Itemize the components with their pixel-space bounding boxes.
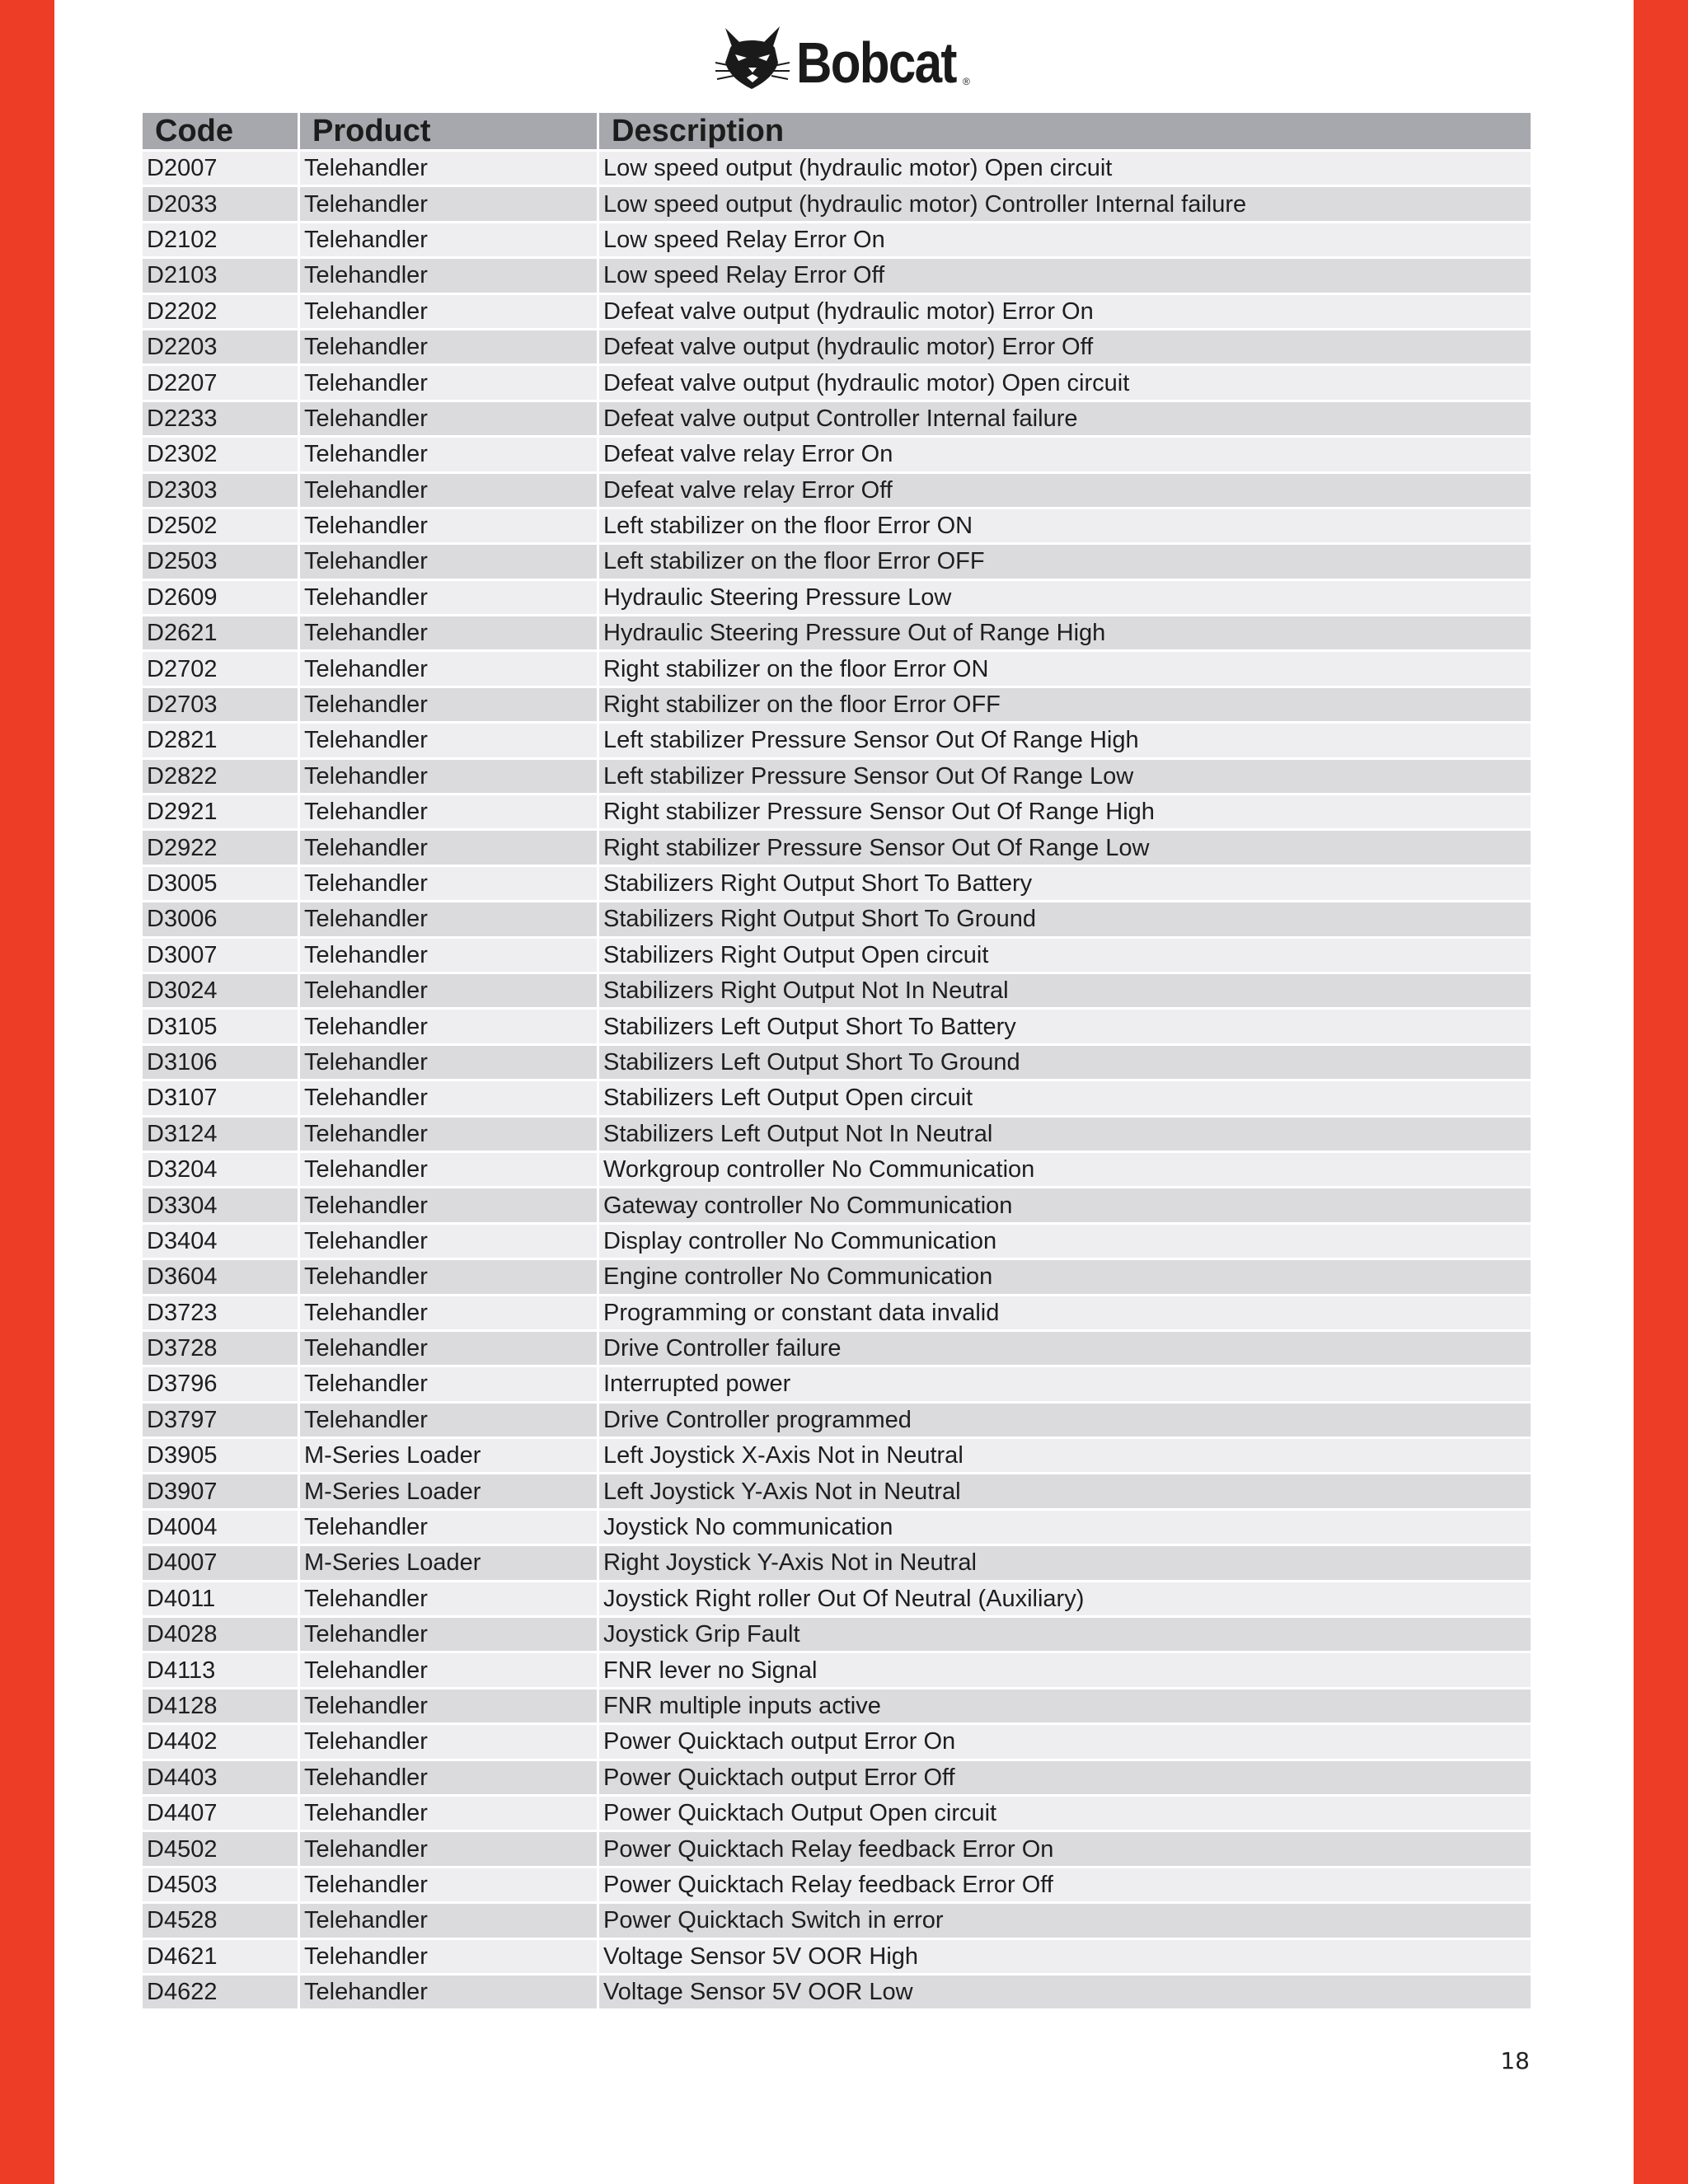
product-cell: Telehandler (300, 1153, 597, 1186)
product-cell: Telehandler (300, 1081, 597, 1114)
table-row (143, 1188, 1531, 1221)
code-cell: D3304 (143, 1188, 298, 1221)
code-cell: D2202 (143, 295, 298, 328)
table-row (143, 509, 1531, 542)
code-cell: D4004 (143, 1511, 298, 1544)
code-cell: D3723 (143, 1296, 298, 1329)
table-row (143, 1010, 1531, 1043)
product-cell: Telehandler (300, 1653, 597, 1686)
code-cell: D3006 (143, 902, 298, 935)
code-cell: D3005 (143, 867, 298, 900)
code-cell: D2102 (143, 223, 298, 256)
description-cell: Stabilizers Left Output Not In Neutral (599, 1118, 1531, 1151)
table-body (143, 152, 1531, 2008)
description-cell: Joystick Grip Fault (599, 1618, 1531, 1651)
product-cell: Telehandler (300, 616, 597, 649)
code-cell: D2702 (143, 652, 298, 685)
product-cell: Telehandler (300, 1975, 597, 2008)
table-row (143, 438, 1531, 471)
product-cell: Telehandler (300, 1225, 597, 1258)
table-row (143, 545, 1531, 578)
code-cell: D3124 (143, 1118, 298, 1151)
table-row (143, 1904, 1531, 1937)
code-cell: D3204 (143, 1153, 298, 1186)
product-cell: Telehandler (300, 1332, 597, 1365)
product-cell: Telehandler (300, 688, 597, 721)
code-cell: D3404 (143, 1225, 298, 1258)
table-row (143, 1439, 1531, 1472)
table-row (143, 330, 1531, 363)
description-cell: Hydraulic Steering Pressure Out of Range High (599, 616, 1531, 649)
table-row (143, 1332, 1531, 1365)
code-cell: D4621 (143, 1940, 298, 1973)
table-row (143, 688, 1531, 721)
code-cell: D2922 (143, 831, 298, 864)
code-cell: D4028 (143, 1618, 298, 1651)
code-cell: D4011 (143, 1582, 298, 1615)
description-cell: Left Joystick X-Axis Not in Neutral (599, 1439, 1531, 1472)
product-cell: Telehandler (300, 1046, 597, 1079)
product-cell: Telehandler (300, 1511, 597, 1544)
bobcat-logo (714, 20, 978, 96)
code-cell: D4622 (143, 1975, 298, 2008)
product-cell: Telehandler (300, 867, 597, 900)
product-cell: Telehandler (300, 223, 597, 256)
description-cell: Power Quicktach Switch in error (599, 1904, 1531, 1937)
product-cell: Telehandler (300, 974, 597, 1007)
product-cell: Telehandler (300, 1618, 597, 1651)
description-cell: Left stabilizer on the floor Error ON (599, 509, 1531, 542)
description-cell: Right stabilizer on the floor Error ON (599, 652, 1531, 685)
table-row (143, 831, 1531, 864)
description-cell: Left stabilizer on the floor Error OFF (599, 545, 1531, 578)
product-cell: Telehandler (300, 581, 597, 614)
product-cell: Telehandler (300, 1010, 597, 1043)
code-cell: D4128 (143, 1690, 298, 1722)
code-cell: D2621 (143, 616, 298, 649)
description-cell: Low speed Relay Error On (599, 223, 1531, 256)
product-cell: Telehandler (300, 1404, 597, 1436)
table-row (143, 939, 1531, 972)
description-cell: Power Quicktach Relay feedback Error On (599, 1832, 1531, 1865)
table-row (143, 187, 1531, 220)
product-cell: Telehandler (300, 1296, 597, 1329)
product-cell: Telehandler (300, 831, 597, 864)
description-cell: Stabilizers Left Output Short To Ground (599, 1046, 1531, 1079)
description-cell: Defeat valve relay Error Off (599, 474, 1531, 507)
description-cell: Workgroup controller No Communication (599, 1153, 1531, 1186)
product-cell: Telehandler (300, 1797, 597, 1830)
description-cell: FNR multiple inputs active (599, 1690, 1531, 1722)
code-cell: D3007 (143, 939, 298, 972)
description-cell: Right stabilizer Pressure Sensor Out Of Range High (599, 795, 1531, 828)
description-cell: Stabilizers Right Output Open circuit (599, 939, 1531, 972)
code-cell: D3106 (143, 1046, 298, 1079)
table-row (143, 366, 1531, 399)
code-cell: D2703 (143, 688, 298, 721)
product-cell: Telehandler (300, 1260, 597, 1293)
product-cell: Telehandler (300, 438, 597, 471)
description-cell: Defeat valve output (hydraulic motor) Error Off (599, 330, 1531, 363)
table-row (143, 1582, 1531, 1615)
table-row (143, 1725, 1531, 1758)
code-cell: D2822 (143, 760, 298, 793)
code-cell: D3604 (143, 1260, 298, 1293)
description-cell: Voltage Sensor 5V OOR High (599, 1940, 1531, 1973)
code-cell: D3107 (143, 1081, 298, 1114)
description-cell: Left stabilizer Pressure Sensor Out Of Range Low (599, 760, 1531, 793)
product-cell: M-Series Loader (300, 1439, 597, 1472)
code-cell: D4007 (143, 1546, 298, 1579)
code-cell: D4502 (143, 1832, 298, 1865)
description-cell: Low speed output (hydraulic motor) Controller Internal failure (599, 187, 1531, 220)
description-cell: Defeat valve relay Error On (599, 438, 1531, 471)
code-cell: D3728 (143, 1332, 298, 1365)
description-cell: Right Joystick Y-Axis Not in Neutral (599, 1546, 1531, 1579)
description-cell: Right stabilizer Pressure Sensor Out Of Range Low (599, 831, 1531, 864)
fault-code-table (140, 110, 1533, 2011)
description-cell: Left stabilizer Pressure Sensor Out Of Range High (599, 724, 1531, 757)
table-row (143, 1225, 1531, 1258)
code-cell: D2609 (143, 581, 298, 614)
table-row (143, 295, 1531, 328)
product-cell: Telehandler (300, 545, 597, 578)
table-row (143, 1153, 1531, 1186)
column-header-code: Code (143, 113, 298, 149)
description-cell: Voltage Sensor 5V OOR Low (599, 1975, 1531, 2008)
product-cell: Telehandler (300, 1940, 597, 1973)
code-cell: D3797 (143, 1404, 298, 1436)
product-cell: Telehandler (300, 402, 597, 435)
product-cell: Telehandler (300, 1904, 597, 1937)
table-row (143, 724, 1531, 757)
product-cell: Telehandler (300, 939, 597, 972)
product-cell: Telehandler (300, 652, 597, 685)
code-cell: D3907 (143, 1474, 298, 1507)
code-cell: D3024 (143, 974, 298, 1007)
description-cell: Left Joystick Y-Axis Not in Neutral (599, 1474, 1531, 1507)
description-cell: Stabilizers Left Output Open circuit (599, 1081, 1531, 1114)
code-cell: D2302 (143, 438, 298, 471)
table-row (143, 795, 1531, 828)
description-cell: Power Quicktach Output Open circuit (599, 1797, 1531, 1830)
product-cell: Telehandler (300, 1725, 597, 1758)
registered-mark: ® (963, 76, 970, 87)
code-cell: D2203 (143, 330, 298, 363)
description-cell: Display controller No Communication (599, 1225, 1531, 1258)
table-row (143, 867, 1531, 900)
description-cell: Drive Controller failure (599, 1332, 1531, 1365)
table-row (143, 259, 1531, 292)
right-red-side-bar (1634, 0, 1688, 2184)
description-cell: Defeat valve output (hydraulic motor) Error On (599, 295, 1531, 328)
table-row (143, 1474, 1531, 1507)
product-cell: Telehandler (300, 1367, 597, 1400)
table-row (143, 616, 1531, 649)
code-cell: D3105 (143, 1010, 298, 1043)
description-cell: Power Quicktach Relay feedback Error Off (599, 1868, 1531, 1901)
product-cell: Telehandler (300, 795, 597, 828)
product-cell: Telehandler (300, 474, 597, 507)
description-cell: Stabilizers Right Output Short To Battery (599, 867, 1531, 900)
table-row (143, 1511, 1531, 1544)
code-cell: D3796 (143, 1367, 298, 1400)
code-cell: D4528 (143, 1904, 298, 1937)
description-cell: Defeat valve output (hydraulic motor) Open circuit (599, 366, 1531, 399)
product-cell: Telehandler (300, 330, 597, 363)
code-cell: D4407 (143, 1797, 298, 1830)
description-cell: Defeat valve output Controller Internal failure (599, 402, 1531, 435)
description-cell: Gateway controller No Communication (599, 1188, 1531, 1221)
description-cell: Power Quicktach output Error On (599, 1725, 1531, 1758)
description-cell: Hydraulic Steering Pressure Low (599, 581, 1531, 614)
product-cell: Telehandler (300, 1582, 597, 1615)
product-cell: Telehandler (300, 295, 597, 328)
description-cell: Stabilizers Left Output Short To Battery (599, 1010, 1531, 1043)
table-row (143, 223, 1531, 256)
product-cell: Telehandler (300, 902, 597, 935)
code-cell: D2303 (143, 474, 298, 507)
product-cell: Telehandler (300, 509, 597, 542)
column-header-description: Description (599, 113, 1531, 149)
code-cell: D2921 (143, 795, 298, 828)
table-row (143, 1832, 1531, 1865)
table-header-row (143, 113, 1531, 149)
description-cell: Low speed Relay Error Off (599, 259, 1531, 292)
description-cell: Power Quicktach output Error Off (599, 1761, 1531, 1794)
table-row (143, 402, 1531, 435)
code-cell: D4113 (143, 1653, 298, 1686)
table-row (143, 1690, 1531, 1722)
description-cell: Stabilizers Right Output Not In Neutral (599, 974, 1531, 1007)
page-number: 18 (1500, 2047, 1530, 2074)
product-cell: M-Series Loader (300, 1546, 597, 1579)
product-cell: Telehandler (300, 1832, 597, 1865)
description-cell: Interrupted power (599, 1367, 1531, 1400)
product-cell: Telehandler (300, 760, 597, 793)
table-row (143, 1404, 1531, 1436)
product-cell: Telehandler (300, 1188, 597, 1221)
description-cell: Programming or constant data invalid (599, 1296, 1531, 1329)
table-row (143, 1797, 1531, 1830)
table-row (143, 760, 1531, 793)
table-row (143, 1940, 1531, 1973)
table-row (143, 1546, 1531, 1579)
code-cell: D4403 (143, 1761, 298, 1794)
table-row (143, 974, 1531, 1007)
table-row (143, 1653, 1531, 1686)
code-cell: D2503 (143, 545, 298, 578)
product-cell: Telehandler (300, 1690, 597, 1722)
product-cell: M-Series Loader (300, 1474, 597, 1507)
product-cell: Telehandler (300, 152, 597, 185)
code-cell: D4402 (143, 1725, 298, 1758)
table-row (143, 1761, 1531, 1794)
code-cell: D2007 (143, 152, 298, 185)
description-cell: Joystick Right roller Out Of Neutral (Auxiliary) (599, 1582, 1531, 1615)
table-row (143, 1975, 1531, 2008)
code-cell: D2103 (143, 259, 298, 292)
table-row (143, 1081, 1531, 1114)
table-row (143, 1260, 1531, 1293)
table-row (143, 152, 1531, 185)
table-row (143, 1296, 1531, 1329)
description-cell: FNR lever no Signal (599, 1653, 1531, 1686)
product-cell: Telehandler (300, 1761, 597, 1794)
table-row (143, 581, 1531, 614)
code-cell: D3905 (143, 1439, 298, 1472)
product-cell: Telehandler (300, 366, 597, 399)
description-cell: Low speed output (hydraulic motor) Open circuit (599, 152, 1531, 185)
product-cell: Telehandler (300, 187, 597, 220)
description-cell: Drive Controller programmed (599, 1404, 1531, 1436)
product-cell: Telehandler (300, 1868, 597, 1901)
code-cell: D2207 (143, 366, 298, 399)
table-row (143, 474, 1531, 507)
code-cell: D2233 (143, 402, 298, 435)
table-row (143, 1046, 1531, 1079)
code-cell: D4503 (143, 1868, 298, 1901)
table-row (143, 1118, 1531, 1151)
code-cell: D2821 (143, 724, 298, 757)
description-cell: Engine controller No Communication (599, 1260, 1531, 1293)
code-cell: D2033 (143, 187, 298, 220)
product-cell: Telehandler (300, 259, 597, 292)
product-cell: Telehandler (300, 724, 597, 757)
bobcat-head-icon (714, 20, 790, 96)
code-cell: D2502 (143, 509, 298, 542)
logo-wordmark: Bobcat (796, 30, 956, 95)
description-cell: Joystick No communication (599, 1511, 1531, 1544)
table-row (143, 1868, 1531, 1901)
table-row (143, 1367, 1531, 1400)
description-cell: Stabilizers Right Output Short To Ground (599, 902, 1531, 935)
left-red-side-bar (0, 0, 54, 2184)
product-cell: Telehandler (300, 1118, 597, 1151)
table-row (143, 1618, 1531, 1651)
column-header-product: Product (300, 113, 597, 149)
table-row (143, 652, 1531, 685)
table-row (143, 902, 1531, 935)
description-cell: Right stabilizer on the floor Error OFF (599, 688, 1531, 721)
